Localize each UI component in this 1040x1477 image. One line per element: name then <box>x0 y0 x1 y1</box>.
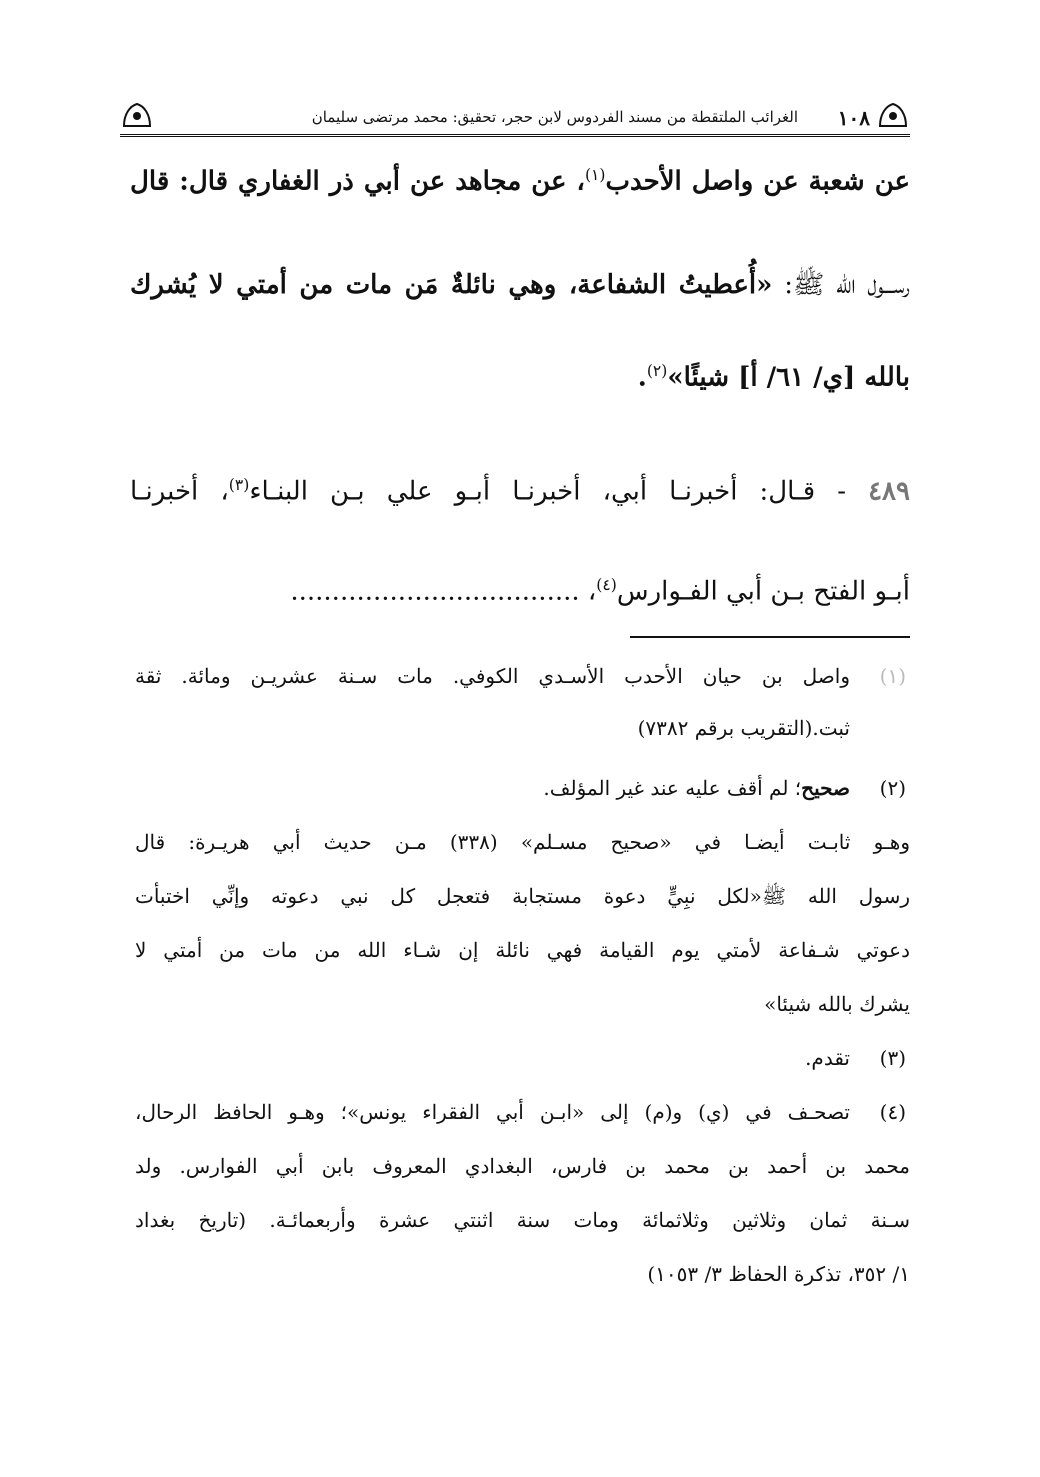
footnote-4-line-1: تصحـف في (ي) و(م) إلى «ابـن أبي الفقراء يونس»؛ وهـو الحافظ الرحال، <box>135 1100 850 1124</box>
footnote-3-line-1: تقدم. <box>805 1046 850 1070</box>
footnote-separator <box>630 636 910 638</box>
hadith-quote: «أُعطيتُ الشفاعة، وهي نائلةٌ مَن مات من أمتي لا يُشرك <box>130 270 773 300</box>
footnote-2-line-4: دعوتي شـفاعة لأمتي يوم القيامة فهي نائلة إن شـاء الله من مات من أمتي لا <box>135 938 910 962</box>
footnote-4-line-3: سـنة ثمان وثلاثين وثلاثمائة ومات سنة اثنتي عشرة وأربعمائـة. (تاريخ بغداد <box>135 1208 910 1232</box>
footnote-2-line-2: وهـو ثابـت أيضـا في «صحيح مسـلم» (٣٣٨) مـن حديث أبي هريـرة: قال <box>135 830 910 854</box>
footnote-2-line-5: يشرك بالله شيئا» <box>764 992 910 1016</box>
text-segment: ، عن مجاهد عن أبي ذر الغفاري قال: قال <box>130 166 585 197</box>
text-segment: - قـال: أخبرنـا أبي، أخبرنـا أبـو علي بـن البنـاء <box>249 476 869 507</box>
footnote-4-line-2: محمد بن أحمد بن محمد بن فارس، البغدادي المعروف بابن أبي الفوارس. ولد <box>135 1154 910 1178</box>
hadith-quote-end: بالله [ي/ ٦١/ أ] شيئًا» <box>667 362 910 393</box>
main-text-line-4 <box>130 476 910 507</box>
footnote-number-3: (٣) <box>879 1046 906 1070</box>
footnote-2-line-3: رسول الله ﷺ«لكل نبِيٍّ دعوة مستجابة فتعجل كل نبي دعوته وإنِّي اختبأت <box>135 884 910 908</box>
footnote-ref-4[interactable]: (٤) <box>596 576 617 594</box>
text-segment: ، <box>579 576 597 607</box>
running-title: الغرائب الملتقطة من مسند الفردوس لابن حجر، تحقيق: محمد مرتضى سليمان <box>311 108 798 126</box>
text-segment: عن شعبة عن واصل الأحدب <box>605 166 910 197</box>
footnote-ref-2[interactable]: (٢) <box>646 362 668 380</box>
main-text-line-3 <box>130 362 910 393</box>
ornament-left-icon <box>120 100 154 130</box>
text-segment: رســـول الله ﷺ: <box>772 270 911 300</box>
footnote-1-line-2: ثبت.(التقريب برقم ٧٣٨٢) <box>637 716 850 740</box>
header-rule <box>120 134 910 137</box>
footnote-2-line-1 <box>135 776 850 800</box>
ornament-right-icon <box>876 100 910 130</box>
text-segment: ، أخبرنـا <box>130 476 229 507</box>
footnote-ref-3[interactable]: (٣) <box>228 476 250 494</box>
text-segment: . <box>637 362 647 393</box>
footnote-number-2: (٢) <box>879 776 906 800</box>
grading-label: صحيح <box>801 776 850 800</box>
footnote-4-line-4: ١/ ٣٥٢، تذكرة الحفاظ ٣/ ١٠٥٣) <box>647 1262 910 1286</box>
footnote-number-1: (١) <box>879 664 906 688</box>
running-header <box>120 98 910 138</box>
footnote-1-line-1: واصل بن حيان الأحدب الأسـدي الكوفي. مات سـنة عشريـن ومائة. ثقة <box>135 664 850 688</box>
main-text-line-2 <box>130 268 910 306</box>
footnote-number-4: (٤) <box>879 1100 906 1124</box>
hadith-number: ٤٨٩ <box>868 476 910 507</box>
page-number: ١٠٨ <box>837 106 870 130</box>
continuation-dots: ................................... <box>290 576 580 607</box>
footnote-ref-1[interactable]: (١) <box>584 166 606 184</box>
main-text-line-5 <box>130 576 910 607</box>
text-segment: أبـو الفتح بـن أبي الفـوارس <box>616 576 910 607</box>
text-segment: ؛ لم أقف عليه عند غير المؤلف. <box>543 776 802 800</box>
main-text-line-1 <box>130 166 910 197</box>
